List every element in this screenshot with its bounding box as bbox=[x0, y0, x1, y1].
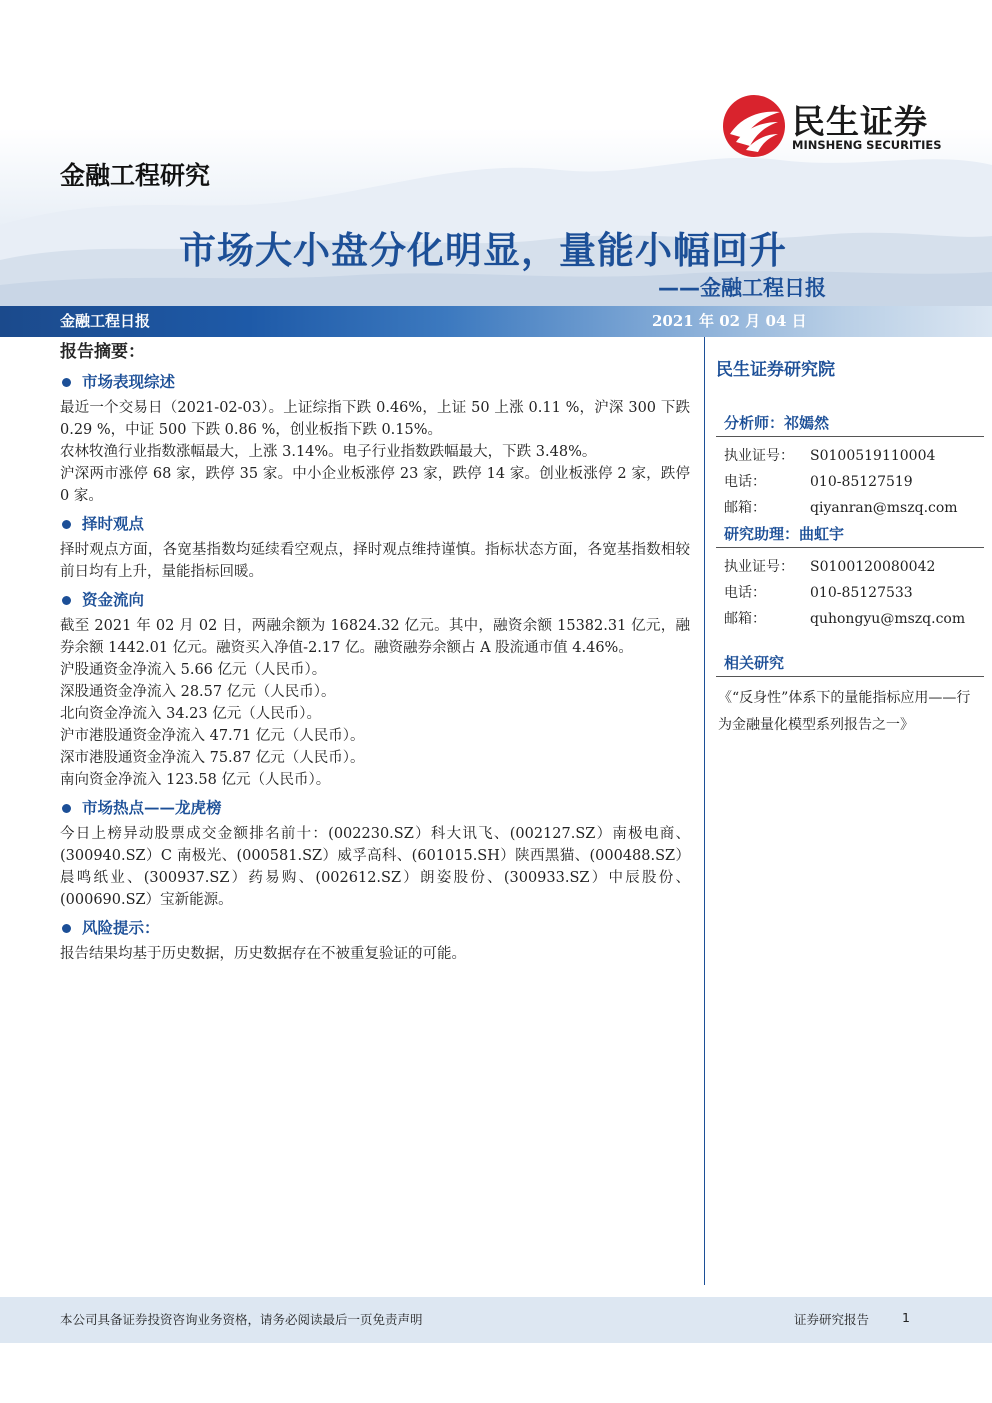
section-heading-text: 市场表现综述 bbox=[82, 372, 176, 391]
info-value: quhongyu@mszq.com bbox=[810, 611, 966, 627]
section-paragraph: 最近一个交易日（2021-02-03）。上证综指下跌 0.46%，上证 50 上涨 0.11 %，沪深 300 下跌 0.29 %，中证 500 下跌 0.86 %，创业板指下跌 0.15%。 bbox=[60, 400, 690, 438]
summary-section bbox=[60, 917, 690, 965]
info-label: 邮箱： bbox=[724, 500, 766, 516]
column-divider bbox=[704, 337, 705, 1285]
minsheng-logo-icon bbox=[722, 94, 786, 158]
series-title: 金融工程研究 bbox=[60, 161, 211, 190]
bullet-dot-icon bbox=[62, 378, 71, 387]
summary-section bbox=[60, 797, 690, 911]
section-paragraph: 北向资金净流入 34.23 亿元（人民币）。 bbox=[60, 706, 321, 722]
logo-name-cn: 民生证券 bbox=[792, 102, 928, 141]
summary-section bbox=[60, 513, 690, 583]
info-label: 电话： bbox=[724, 474, 766, 490]
info-value: S0100120080042 bbox=[810, 559, 936, 575]
section-paragraph: 深股通资金净流入 28.57 亿元（人民币）。 bbox=[60, 684, 336, 700]
section-paragraph: 深市港股通资金净流入 75.87 亿元（人民币）。 bbox=[60, 750, 365, 766]
bullet-dot-icon bbox=[62, 520, 71, 529]
section-heading bbox=[60, 513, 690, 535]
section-heading-text: 择时观点 bbox=[82, 514, 145, 533]
related-research-heading: 相关研究 bbox=[716, 650, 984, 677]
section-paragraph: 沪股通资金净流入 5.66 亿元（人民币）。 bbox=[60, 662, 327, 678]
summary-column bbox=[60, 341, 690, 971]
analyst-info-row bbox=[716, 495, 984, 521]
summary-section bbox=[60, 371, 690, 507]
bullet-dot-icon bbox=[62, 596, 71, 605]
info-label: 邮箱： bbox=[724, 611, 766, 627]
band-label: 金融工程日报 bbox=[60, 312, 151, 330]
section-paragraph: 南向资金净流入 123.58 亿元（人民币）。 bbox=[60, 772, 331, 788]
info-value: 010-85127533 bbox=[810, 585, 913, 601]
info-label: 执业证号： bbox=[724, 559, 794, 575]
section-heading bbox=[60, 371, 690, 393]
sidebar bbox=[716, 355, 984, 739]
summary-sections bbox=[60, 371, 690, 965]
info-label: 执业证号： bbox=[724, 448, 794, 464]
section-paragraph: 今日上榜异动股票成交金额排名前十：(002230.SZ）科大讯飞、(002127.SZ）南极电商、(300940.SZ）C 南极光、(000581.SZ）威孚高科、(601015.SH）陕西黑猫、(000488.SZ）晨鸣纸业、(300937.SZ）药易购、(002612.SZ）朗姿股份、(300933.SZ）中辰股份、(000690.SZ）宝新能源。 bbox=[60, 826, 690, 908]
section-paragraph: 择时观点方面，各宽基指数均延续看空观点，择时观点维持谨慎。指标状态方面，各宽基指数相较前日均有上升，量能指标回暖。 bbox=[60, 542, 690, 580]
analyst-info-row bbox=[716, 606, 984, 632]
analyst-heading: 研究助理：曲虹宇 bbox=[716, 521, 984, 548]
info-value: 010-85127519 bbox=[810, 474, 913, 490]
section-heading bbox=[60, 589, 690, 611]
report-title: 市场大小盘分化明显，量能小幅回升 bbox=[179, 229, 787, 272]
info-label: 电话： bbox=[724, 585, 766, 601]
analyst-list bbox=[716, 410, 984, 632]
page-number: 1 bbox=[902, 1310, 910, 1325]
company-logo bbox=[722, 92, 952, 158]
section-paragraph: 报告结果均基于历史数据，历史数据存在不被重复验证的可能。 bbox=[60, 946, 466, 962]
section-heading-text: 资金流向 bbox=[82, 590, 145, 609]
analyst-info-row bbox=[716, 443, 984, 469]
summary-title: 报告摘要： bbox=[60, 342, 145, 362]
section-paragraph: 沪深两市涨停 68 家，跌停 35 家。中小企业板涨停 23 家，跌停 14 家。创业板涨停 2 家，跌停 0 家。 bbox=[60, 466, 690, 504]
info-value: S0100519110004 bbox=[810, 448, 936, 464]
analyst-heading: 分析师：祁嫣然 bbox=[716, 410, 984, 437]
related-research-link[interactable]: 《“反身性”体系下的量能指标应用——行为金融量化模型系列报告之一》 bbox=[718, 690, 971, 733]
analyst-info-row bbox=[716, 469, 984, 495]
summary-section bbox=[60, 589, 690, 791]
report-date: 2021 年 02 月 04 日 bbox=[652, 312, 807, 330]
research-institute: 民生证券研究院 bbox=[716, 360, 835, 380]
section-paragraph: 截至 2021 年 02 月 02 日，两融余额为 16824.32 亿元。其中，融资余额 15382.31 亿元，融券余额 1442.01 亿元。融资买入净值-2.17 亿。融资融券余额占 A 股流通市值 4.46%。 bbox=[60, 618, 690, 656]
section-paragraph: 沪市港股通资金净流入 47.71 亿元（人民币）。 bbox=[60, 728, 365, 744]
info-value: qiyanran@mszq.com bbox=[810, 500, 958, 516]
report-subtitle: ——金融工程日报 bbox=[658, 276, 826, 300]
analyst-info-row bbox=[716, 554, 984, 580]
section-heading-text: 市场热点——龙虎榜 bbox=[82, 798, 222, 817]
footer-doc-type: 证券研究报告 bbox=[794, 1312, 870, 1327]
related-research-list bbox=[716, 685, 984, 739]
bullet-dot-icon bbox=[62, 924, 71, 933]
section-heading bbox=[60, 797, 690, 819]
section-heading bbox=[60, 917, 690, 939]
footer-disclaimer: 本公司具备证券投资咨询业务资格，请务必阅读最后一页免责声明 bbox=[60, 1312, 423, 1327]
bullet-dot-icon bbox=[62, 804, 71, 813]
logo-name-en: MINSHENG SECURITIES bbox=[792, 138, 942, 152]
analyst-info-row bbox=[716, 580, 984, 606]
section-heading-text: 风险提示： bbox=[82, 918, 160, 937]
section-paragraph: 农林牧渔行业指数涨幅最大，上涨 3.14%。电子行业指数跌幅最大，下跌 3.48%。 bbox=[60, 444, 597, 460]
